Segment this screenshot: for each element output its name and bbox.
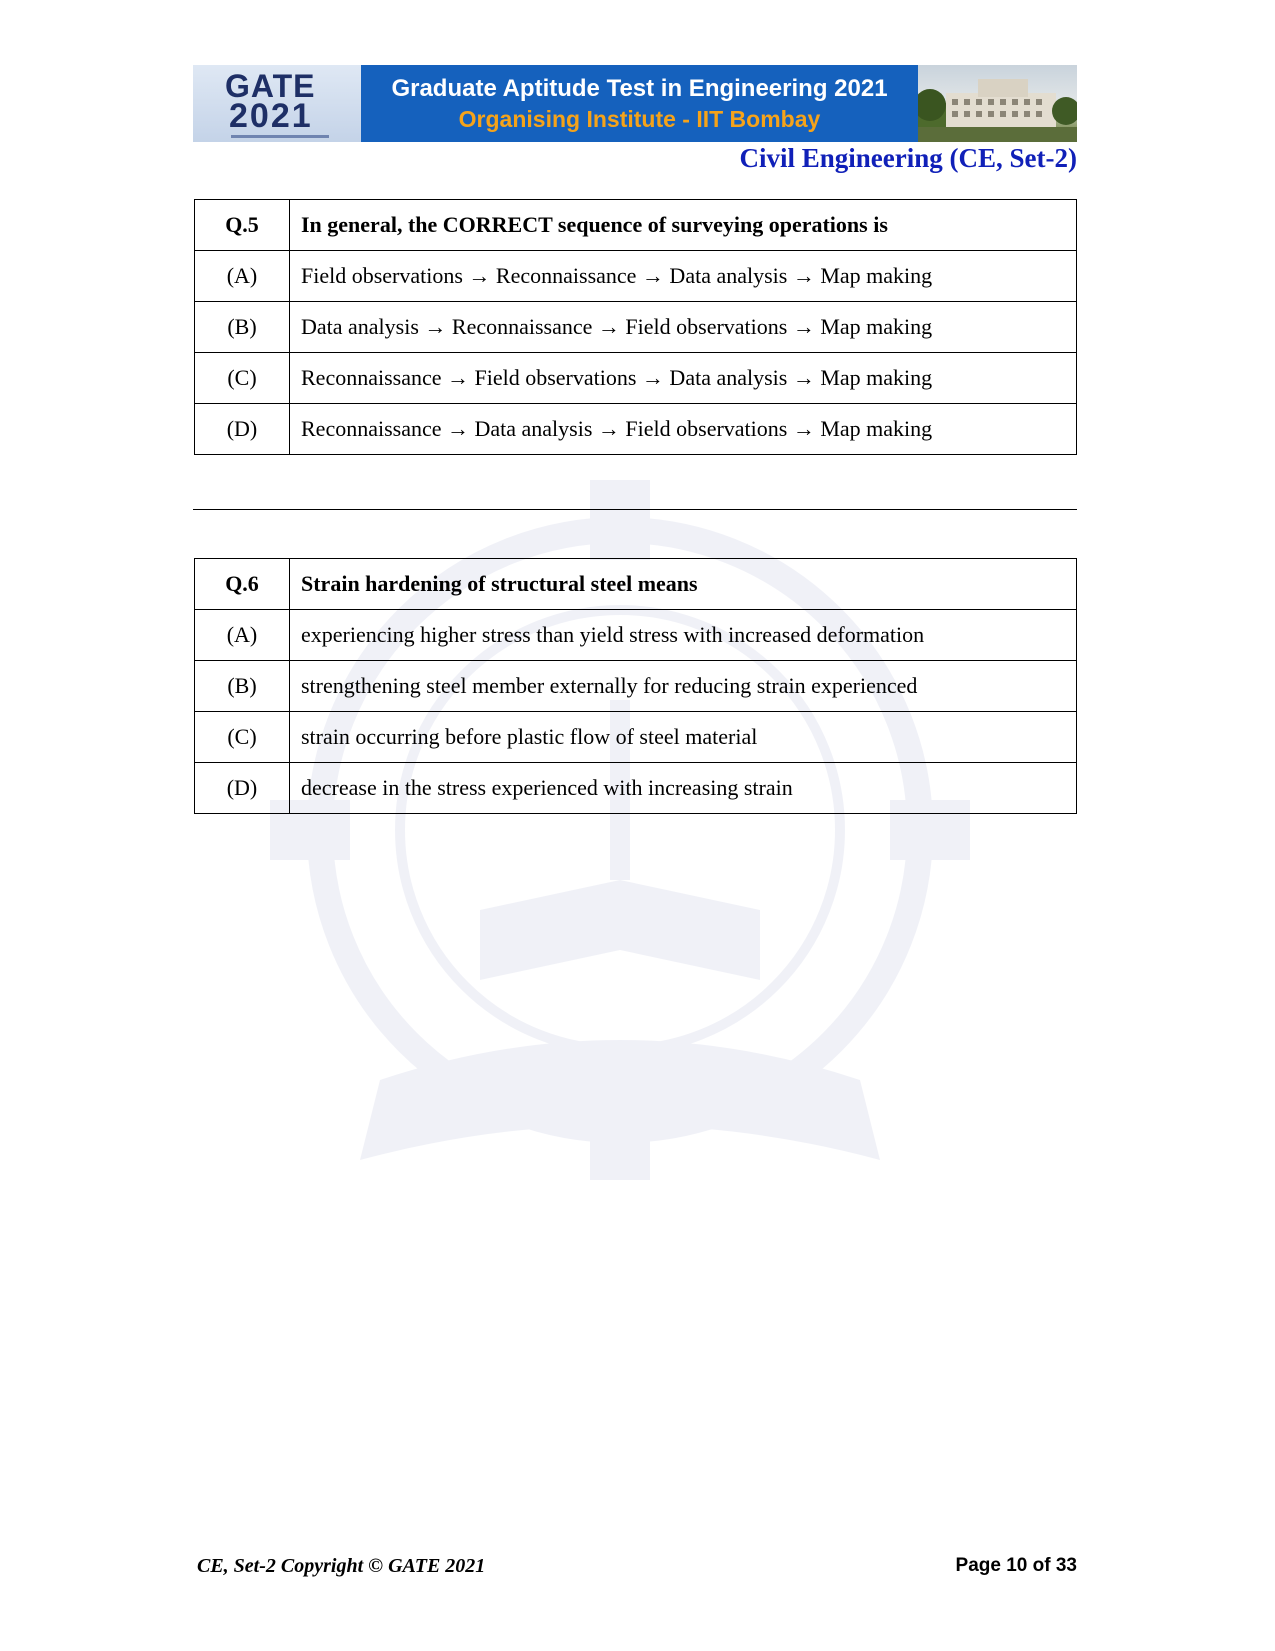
question-row xyxy=(195,200,1077,251)
option-label: (B) xyxy=(195,302,290,353)
campus-building-photo xyxy=(918,65,1077,142)
copyright-notice: CE, Set-2 Copyright © GATE 2021 xyxy=(197,1555,486,1577)
option-row xyxy=(195,712,1077,763)
page-prefix: Page xyxy=(955,1555,1007,1576)
option-label: (A) xyxy=(195,251,290,302)
option-label: (D) xyxy=(195,404,290,455)
question-row xyxy=(195,559,1077,610)
question-table-q5 xyxy=(194,199,1077,455)
option-text: strengthening steel member externally for reducing strain experienced xyxy=(290,661,1077,712)
question-number: Q.5 xyxy=(195,200,290,251)
option-text: Reconnaissance → Data analysis → Field observations → Map making xyxy=(290,404,1077,455)
option-row xyxy=(195,302,1077,353)
option-row xyxy=(195,404,1077,455)
option-row xyxy=(195,610,1077,661)
gate-logo xyxy=(193,65,361,142)
option-label: (C) xyxy=(195,353,290,404)
page-current: 10 xyxy=(1006,1555,1028,1576)
option-row xyxy=(195,251,1077,302)
exam-title: Graduate Aptitude Test in Engineering 2021 xyxy=(391,74,888,102)
building-illustration-icon xyxy=(918,65,1077,142)
option-text: Reconnaissance → Field observations → Data analysis → Map making xyxy=(290,353,1077,404)
option-label: (A) xyxy=(195,610,290,661)
question-table-q6 xyxy=(194,558,1077,814)
logo-tagline-bar xyxy=(231,135,329,138)
question-text: In general, the CORRECT sequence of surveying operations is xyxy=(290,200,1077,251)
option-text: decrease in the stress experienced with increasing strain xyxy=(290,763,1077,814)
subject-heading: Civil Engineering (CE, Set-2) xyxy=(739,143,1077,173)
option-row xyxy=(195,353,1077,404)
option-label: (B) xyxy=(195,661,290,712)
logo-year: 2021 xyxy=(229,97,313,135)
option-text: Field observations → Reconnaissance → Data analysis → Map making xyxy=(290,251,1077,302)
option-text: strain occurring before plastic flow of steel material xyxy=(290,712,1077,763)
page-total: 33 xyxy=(1055,1555,1077,1576)
option-text: experiencing higher stress than yield stress with increased deformation xyxy=(290,610,1077,661)
logo-word: GATE xyxy=(225,68,316,104)
option-row xyxy=(195,661,1077,712)
option-label: (D) xyxy=(195,763,290,814)
organising-institute: Organising Institute - IIT Bombay xyxy=(458,105,821,132)
question-number: Q.6 xyxy=(195,559,290,610)
banner-text-block xyxy=(361,65,918,142)
question-text: Strain hardening of structural steel means xyxy=(290,559,1077,610)
option-text: Data analysis → Reconnaissance → Field observations → Map making xyxy=(290,302,1077,353)
option-label: (C) xyxy=(195,712,290,763)
header-banner xyxy=(193,65,1077,142)
section-divider xyxy=(193,509,1077,510)
page-number xyxy=(956,1555,1077,1577)
page-separator: of xyxy=(1027,1555,1056,1576)
option-row xyxy=(195,763,1077,814)
